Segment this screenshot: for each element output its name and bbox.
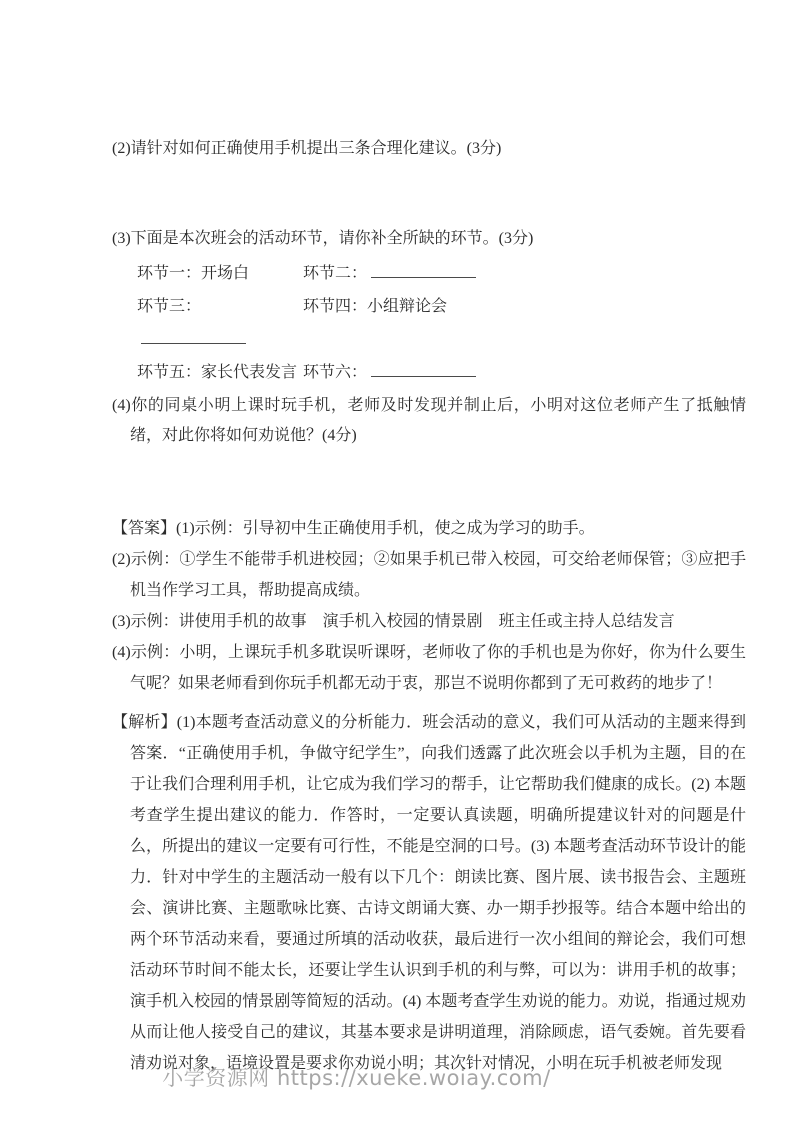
- step-cell: [137, 356, 303, 389]
- step-cell: [303, 290, 746, 356]
- answer-item-1: 【答案】(1)示例：引导初中生正确使用手机，使之成为学习的助手。: [112, 520, 595, 537]
- step-label: 环节六：: [303, 364, 368, 381]
- analysis-section: 【解析】(1)本题考查活动意义的分析能力．班会活动的意义，我们可从活动的主题来得到答案．“正确使用手机，争做守纪学生”，向我们透露了此次班会以手机为主题，目的在于让我们合理利用手机，让它成为我们学习的帮手，让它帮助我们健康的成长。(2) 本题考查学生提出建议的能力．作答时，一定要认真读题，明确所提建议针对的问题是什么，所提出的建议一定要有可行性，不能是空洞的口号。(3) 本题考查活动环节设计的能力．针对中学生的主题活动一般有以下几个：朗读比赛、图片展、读书报告会、主题班会、演讲比赛、主题歌咏比赛、古诗文朗诵大赛、办一期手抄报等。结合本题中给出的两个环节活动来看，要通过所填的活动收获，最后进行一次小组间的辩论会，我们可想活动环节时间不能太长，还要让学生认识到手机的利与弊，可以为：讲用手机的故事；演手机入校园的情景剧等简短的活动。(4) 本题考查学生劝说的能力。劝说，指通过规劝从而让他人接受自己的建议，其基本要求是讲明道理，消除顾虑，语气委婉。首先要看清劝说对象，语境设置是要求你劝说小明；其次针对情况，小明在玩手机被老师发现: [112, 714, 746, 1072]
- fill-in-blank-line: [371, 263, 476, 278]
- step-value: 开场白: [201, 265, 250, 282]
- step-cell: [303, 257, 746, 290]
- document-content: [112, 134, 746, 1079]
- footer-watermark: 小学资源网 https://xueke.woiay.com/: [162, 1066, 551, 1090]
- activity-steps-row: [137, 356, 746, 389]
- step-value: 家长代表发言: [201, 364, 298, 381]
- step-label: 环节二：: [303, 265, 368, 282]
- step-label: 环节四：: [303, 298, 368, 315]
- answer-item-3: (3)示例：讲使用手机的故事 演手机入校园的情景剧 班主任或主持人总结发言: [112, 613, 675, 630]
- activity-steps-table: [112, 257, 746, 389]
- step-label: 环节五：: [137, 364, 202, 381]
- step-cell: [303, 356, 746, 389]
- question-2-text: (2)请针对如何正确使用手机提出三条合理化建议。(3分): [112, 140, 502, 157]
- activity-steps-row: [137, 257, 746, 290]
- answer-section: [112, 513, 746, 699]
- fill-in-blank-line: [371, 362, 476, 377]
- step-label: 环节三：: [137, 298, 202, 315]
- activity-steps-row: [137, 290, 746, 356]
- answer-item-4: (4)示例：小明，上课玩手机多耽误听课呀，老师收了你的手机也是为你好，你为什么要生气呢？如果老师看到你玩手机都无动于衷，那岂不说明你都到了无可救药的地步了！: [112, 644, 746, 692]
- step-label: 环节一：: [137, 265, 202, 282]
- step-cell: [137, 257, 303, 290]
- question-3-text: (3)下面是本次班会的活动环节，请你补全所缺的环节。(3分): [112, 230, 534, 247]
- step-value: 小组辩论会: [367, 298, 448, 315]
- answer-item-2: (2)示例：①学生不能带手机进校园；②如果手机已带入校园，可交给老师保管；③应把手机当作学习工具，帮助提高成绩。: [112, 551, 746, 599]
- question-4-text: (4)你的同桌小明上课时玩手机，老师及时发现并制止后，小明对这位老师产生了抵触情绪，对此你将如何劝说他？(4分): [112, 397, 746, 444]
- fill-in-blank-line: [141, 329, 246, 344]
- step-cell: [137, 290, 303, 356]
